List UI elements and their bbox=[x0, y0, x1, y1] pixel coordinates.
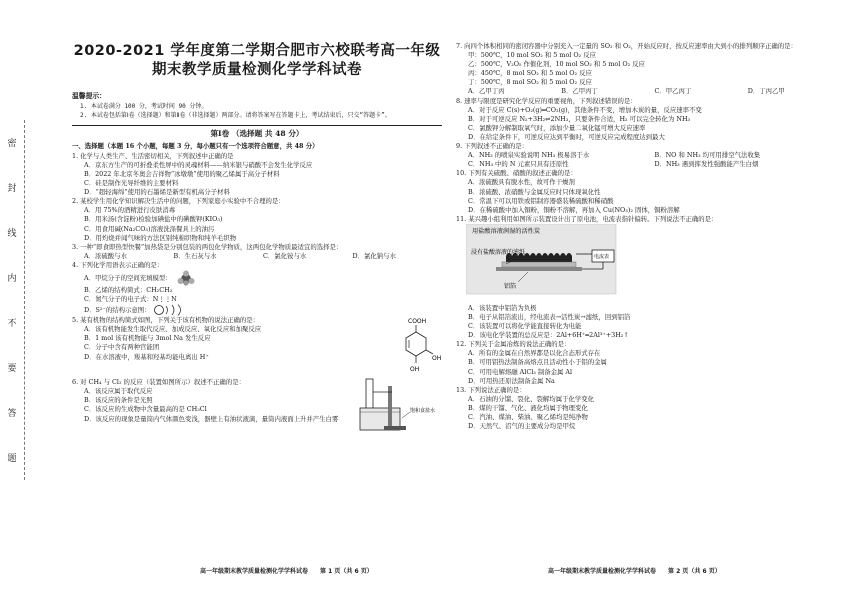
option: D．在给定条件下，可逆反应达到平衡时，可逆反应完成程度达到最大 bbox=[468, 132, 665, 141]
oh-label: OH bbox=[432, 355, 442, 363]
notice-line: 1. 本试卷满分 100 分，考试时间 90 分钟。 bbox=[80, 102, 208, 110]
figure-label: 饱和食盐水 bbox=[410, 408, 436, 415]
right-column bbox=[456, 42, 841, 431]
question-6: 6. 对 CH₄ 与 Cl₂ 的反应（装置如图所示）叙述不正确的是： bbox=[72, 378, 245, 387]
option: A．所有的金属在自然界都是以化合态形式存在 bbox=[468, 349, 601, 358]
question-5-text bbox=[72, 316, 390, 378]
option: D．该反应的现象是量筒内气体颜色变浅，器壁上有油状液滴，量筒内液面上升并产生白雾 bbox=[84, 414, 339, 423]
binding-char: 不 bbox=[5, 318, 16, 327]
apparatus-figure bbox=[358, 378, 442, 434]
option: A．NH₃ 的喷泉实验说明 NH₃ 极易溶于水 bbox=[468, 151, 590, 160]
ammeter-label: 电流表 bbox=[594, 253, 610, 260]
notice-heading: 温馨提示： bbox=[72, 92, 106, 101]
option: D．“超轻海绵”使用的石墨烯是新型有机高分子材料 bbox=[84, 188, 230, 197]
question-6-block bbox=[72, 378, 442, 434]
option: B．乙烯的结构简式：CH₂CH₂ bbox=[84, 285, 173, 294]
option-with-figure bbox=[72, 304, 442, 316]
figure-label: 用盐酸溶液润湿的活性炭 bbox=[472, 227, 541, 235]
option: C．NH₃ 中的 N 元素只具有还原性 bbox=[468, 160, 569, 169]
question-12: 12. 下列关于金属冶炼的说法正确的是： bbox=[456, 340, 571, 349]
option: A．该有机物能发生取代反应、加成反应、氧化反应和加聚反应 bbox=[84, 325, 262, 334]
option: A．该装置中铝箔为负极 bbox=[468, 303, 537, 312]
option: C．分子中含有两种官能团 bbox=[84, 343, 160, 352]
option: B．1 mol 该有机物能与 3mol Na 发生反应 bbox=[84, 334, 211, 343]
binding-char: 答 bbox=[5, 408, 16, 417]
option: C．汽油、煤油、柴油、聚乙烯均是纯净物 bbox=[468, 413, 588, 421]
figure-label: 浸有盐酸溶液的滤纸 bbox=[471, 248, 526, 256]
option: D．丁丙乙甲 bbox=[747, 87, 785, 96]
option-row bbox=[72, 252, 442, 261]
binding-char: 要 bbox=[5, 363, 16, 372]
option: C．该装置可以将化学能直接转化为电能 bbox=[468, 322, 582, 331]
option: A．甲烷分子的空间充填模型： bbox=[84, 273, 172, 282]
exam-title bbox=[72, 42, 442, 80]
question-8: 8. 速率与限度是研究化学反应的重要视角，下列叙述错误的是： bbox=[456, 96, 637, 105]
option: A．浓硫酸具有脱水性，故可作干燥剂 bbox=[468, 178, 575, 187]
option: C．氮气分子的电子式：N⋮⋮N bbox=[84, 295, 177, 304]
option: B．2022 年北京冬奥会吉祥物“冰墩墩”使用的聚乙烯属于高分子材料 bbox=[84, 169, 280, 178]
option: A．京东方生产的可折叠柔性屏中的灵魂材料——纳米银与硝酸不会发生化学反应 bbox=[84, 160, 313, 169]
title-line-2: 期末教学质量检测化学学科试卷 bbox=[152, 62, 362, 79]
option: D．氯化钠与水 bbox=[352, 251, 396, 260]
option: B．可用铝热法制备高熔点且活动性小于铝的金属 bbox=[468, 358, 607, 367]
figure-label: 铝箔 bbox=[504, 282, 517, 290]
condition: 丙：450℃，8 mol SO₂ 和 5 mol O₂ 反应 bbox=[468, 69, 592, 78]
question-6-text bbox=[72, 378, 358, 434]
question-10: 10. 下列有关硫酸、硝酸的叙述正确的是： bbox=[456, 169, 577, 178]
page-footer-right: 高一年级期末教学质量检测化学学科试卷 第 2 页（共 6 页） bbox=[548, 568, 721, 575]
notice-line: 2. 本试卷包括第Ⅰ卷（选择题）和第Ⅱ卷（非选择题）两部分。请将答案写在答题卡上，考试结束后，只交“答题卡”。 bbox=[80, 111, 391, 119]
option: A．用 75%的酒精进行皮肤消毒 bbox=[84, 206, 176, 215]
option: B．对于可逆反应 N₂+3H₂⇌2NH₃，只要条件合适，H₂ 可以完全转化为 NH₃ bbox=[468, 114, 691, 123]
option: C．氯酸钾分解制取氧气时，添加少量二氧化锰可增大反应速率 bbox=[468, 123, 646, 132]
option: D．在稀硫酸中加入铜粉，铜粉不溶解，再加入 Cu(NO₃)₂ 固体，铜粉溶解 bbox=[468, 205, 680, 214]
oh-label-2: OH bbox=[410, 366, 420, 374]
option: B．该反应的条件是光照 bbox=[84, 396, 153, 405]
question-5: 5. 某有机物的结构简式如图，下列关于该有机物的说法正确的是： bbox=[72, 316, 260, 325]
option: B．用米汤(含淀粉)检验加碘盐中的碘酸钾(KIO₃) bbox=[84, 215, 223, 224]
option: C．甲乙丙丁 bbox=[654, 87, 692, 96]
option: C．可用电解熔融 AlCl₃ 制备金属 Al bbox=[468, 367, 573, 376]
option: B．浓硫酸、浓硝酸与金属反应时只体现氧化性 bbox=[468, 187, 601, 196]
option: B．生石灰与水 bbox=[173, 251, 217, 260]
option-row bbox=[456, 151, 841, 160]
condition: 丁：500℃，8 mol SO₂ 和 5 mol O₂ 反应 bbox=[468, 78, 592, 87]
option: D．NH₃ 遇到挥发性强酸能产生白烟 bbox=[654, 160, 759, 169]
title-line-1: 2020-2021 学年度第二学期合肥市六校联考高一年级 bbox=[73, 43, 441, 59]
option: C．该反应的生成物中含量最高的是 CH₃Cl bbox=[84, 405, 207, 414]
condition: 甲：500℃，10 mol SO₂ 和 5 mol O₂ 反应 bbox=[468, 51, 596, 60]
option: D．在水溶液中，羧基和羟基均能电离出 H⁺ bbox=[84, 352, 209, 361]
option-row bbox=[456, 160, 841, 169]
option: A．该反应属于取代反应 bbox=[84, 387, 153, 396]
cooh-label: COOH bbox=[408, 318, 427, 326]
question-3: 3. 一种“即食即热型快餐”加热袋是分别包装的两包化学物质，这两包化学物质最适宜的选择是： bbox=[72, 242, 343, 251]
option-row bbox=[456, 87, 841, 96]
binding-char: 密 bbox=[5, 138, 16, 147]
option: D．天然气、沼气的主要成分均是甲烷 bbox=[468, 422, 576, 431]
question-5-block bbox=[72, 316, 442, 378]
option: A．乙甲丁丙 bbox=[468, 87, 505, 96]
organic-structure-figure bbox=[390, 316, 442, 378]
binding-char: 线 bbox=[5, 228, 16, 237]
battery-figure bbox=[466, 224, 706, 304]
question-11: 11. 某兴趣小组利用如图所示装置设计出了原电池，电流表指针偏转。下列说法不正确的是： bbox=[456, 214, 718, 223]
question-13: 13. 下列说法正确的是： bbox=[456, 385, 526, 394]
left-column bbox=[72, 40, 442, 434]
option: A．浓硫酸与水 bbox=[84, 251, 127, 260]
question-4: 4. 下列化学用语表示正确的是： bbox=[72, 260, 164, 269]
option: B．煤的干馏、气化、液化均属于物理变化 bbox=[468, 403, 588, 412]
question-2: 2. 某校学生用化学知识解决生活中的问题，下列家庭小实验中不合理的是： bbox=[72, 197, 285, 206]
option: C．氯化铵与水 bbox=[263, 251, 307, 260]
option: B．电子从铝箔流出，经电流表→活性炭→滤纸，回到铝箔 bbox=[468, 312, 631, 321]
option: A．石油的分馏、裂化、裂解均属于化学变化 bbox=[468, 394, 595, 403]
binding-text bbox=[4, 120, 18, 480]
option: D．用灼烧并闻气味的方法区别纯棉织物和纯羊毛织物 bbox=[84, 233, 237, 242]
option: B．乙甲丙丁 bbox=[561, 87, 598, 96]
option: C．硅是制作光导纤维的主要材料 bbox=[84, 179, 179, 188]
option: A．对于反应 C(s)+O₂(g)═CO₂(g)，其他条件不变，增加木炭的量，反应速率不变 bbox=[468, 105, 702, 114]
question-9: 9. 下列叙述不正确的是： bbox=[456, 142, 529, 151]
methane-model-icon bbox=[174, 270, 198, 286]
option: B．NO 和 NH₃ 均可用排空气法收集 bbox=[654, 151, 761, 160]
section-heading: 一、选择题（本题 16 个小题，每题 3 分，每小题只有一个选项符合题意，共 48 分） bbox=[72, 141, 319, 150]
option: D．可用热还原法制备金属 Na bbox=[468, 376, 555, 385]
option-with-figure bbox=[72, 270, 442, 286]
question-7: 7. 向四个体积相同的密闭容器中分别充入一定量的 SO₂ 和 O₂，开始反应时，按反应速率由大到小的排列顺序正确的是： bbox=[456, 42, 797, 50]
part-heading: 第Ⅰ卷 （选择题 共 48 分） bbox=[72, 125, 442, 140]
question-1: 1. 化学与人类生产、生活密切相关，下列叙述中正确的是 bbox=[72, 151, 234, 160]
binding-char: 题 bbox=[5, 453, 16, 462]
binding-char: 封 bbox=[5, 183, 16, 192]
option: C．用食用碱(Na₂CO₃)溶液洗涤餐具上的油污 bbox=[84, 224, 215, 233]
option: D．该电化学装置的总反应是：2Al+6H⁺═2Al³⁺+3H₂↑ bbox=[468, 331, 629, 340]
option: C．常温下可以用铁或铝制容器盛装稀硫酸和稀硝酸 bbox=[468, 196, 614, 205]
option: D．S²⁻的结构示意图： bbox=[84, 306, 151, 315]
page-footer-left: 高一年级期末教学质量检测化学学科试卷 第 1 页（共 6 页） bbox=[200, 568, 373, 575]
binding-char: 内 bbox=[5, 273, 16, 282]
atom-structure-icon bbox=[153, 304, 187, 316]
condition: 乙：500℃，V₂O₅ 作催化剂，10 mol SO₂ 和 5 mol O₂ 反应 bbox=[468, 60, 645, 69]
